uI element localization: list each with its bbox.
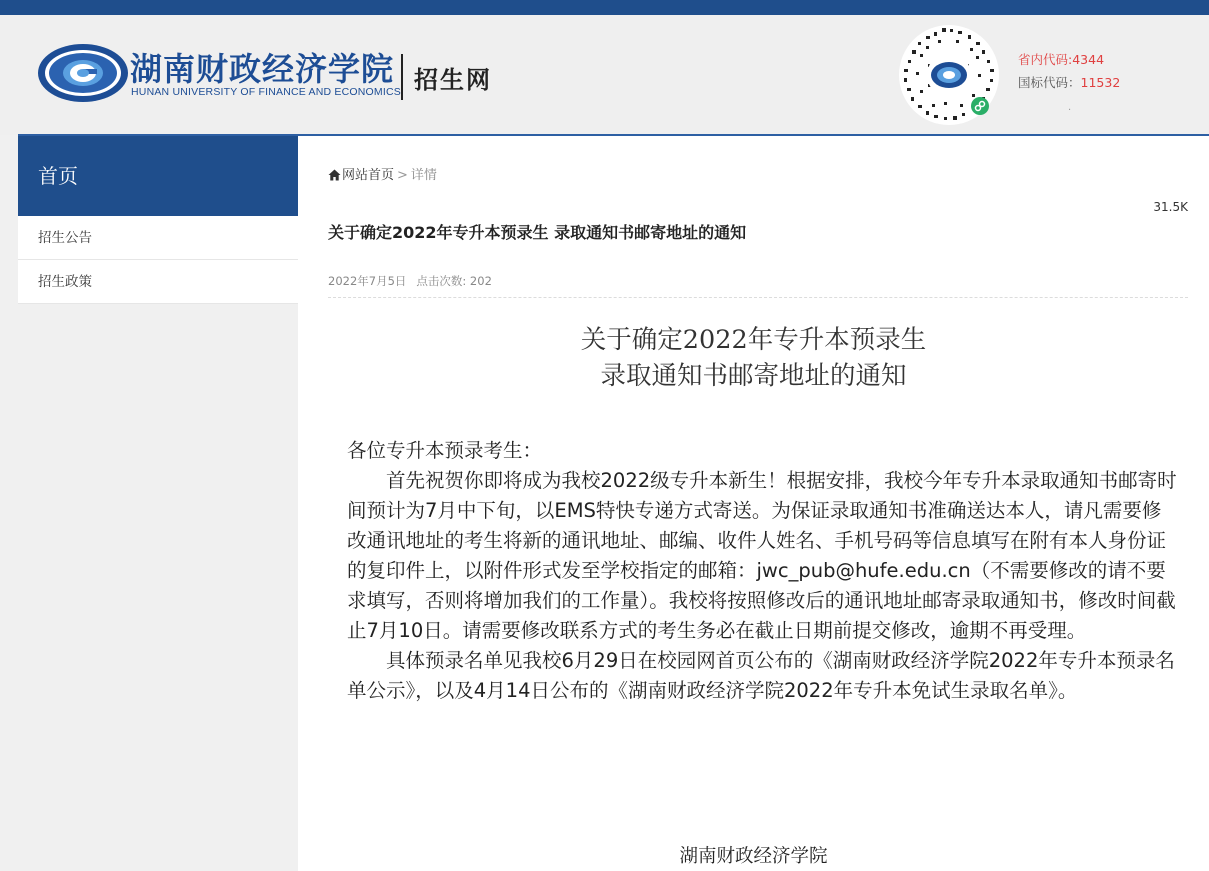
- view-count-badge: 31.5K: [1153, 200, 1188, 214]
- body-paragraph-2: 具体预录名单见我校6月29日在校园网首页公布的《湖南财政经济学院2022年专升本预录名单公示》，以及4月14日公布的《湖南财政经济学院2022年专升本免试生录取名单》。: [347, 649, 1175, 702]
- brand-name-en: HUNAN UNIVERSITY OF FINANCE AND ECONOMICS: [131, 86, 401, 98]
- university-logo[interactable]: [36, 42, 130, 104]
- sidebar-title-home[interactable]: 首页: [18, 136, 298, 216]
- breadcrumb-current: 详情: [410, 168, 437, 183]
- document-title-line2: 录取通知书邮寄地址的通知: [600, 361, 907, 391]
- top-bar: [0, 0, 1209, 15]
- signature: 湖南财政经济学院: [679, 846, 828, 867]
- national-code: 国标代码：11532: [1018, 75, 1121, 90]
- brand-name-cn[interactable]: 湖南财政经济学院: [130, 50, 395, 88]
- article-meta: [328, 273, 492, 289]
- article-title: 关于确定2022年专升本预录生 录取通知书邮寄地址的通知: [328, 223, 747, 242]
- meta-divider: [328, 297, 1188, 298]
- sidebar: [18, 136, 298, 304]
- breadcrumb-separator: >: [397, 168, 408, 183]
- document-title: [298, 322, 1209, 394]
- salutation: 各位专升本预录考生：: [347, 439, 543, 462]
- site-subtitle: 招生网: [414, 65, 492, 94]
- document-title-line1: 关于确定2022年专升本预录生: [580, 325, 927, 355]
- sidebar-item-policies[interactable]: 招生政策: [18, 260, 298, 304]
- breadcrumb-home-link[interactable]: 网站首页: [342, 168, 395, 183]
- mini-program-qr-code: [898, 24, 1000, 126]
- main-content: [298, 136, 1209, 871]
- brand-divider: [401, 54, 403, 100]
- school-codes: [1018, 48, 1121, 113]
- home-icon: [328, 169, 341, 181]
- publish-date: 2022年7月5日: [328, 274, 407, 288]
- header-dot: .: [1068, 102, 1072, 113]
- article-body: [347, 436, 1177, 706]
- body-paragraph-1: 首先祝贺你即将成为我校2022级专升本新生！根据安排，我校今年专升本录取通知书邮寄时间预计为7月中下旬，以EMS特快专递方式寄送。为保证录取通知书准确送达本人，请凡需要修改通讯地址的考生将新的通讯地址、邮编、收件人姓名、手机号码等信息填写在附有本人身份证的复印件上，以附件形式发至学校指定的邮箱：jwc_pub@hufe.edu.cn（不需要修改的请不要求填写，否则将增加我们的工作量）。我校将按照修改后的通讯地址邮寄录取通知书，修改时间截止7月10日。请需要修改联系方式的考生务必在截止日期前提交修改，逾期不再受理。: [347, 469, 1177, 642]
- click-count: 点击次数: 202: [416, 274, 492, 288]
- sidebar-item-announcements[interactable]: 招生公告: [18, 216, 298, 260]
- breadcrumb: [328, 164, 437, 183]
- province-code: 省内代码:4344: [1018, 52, 1105, 67]
